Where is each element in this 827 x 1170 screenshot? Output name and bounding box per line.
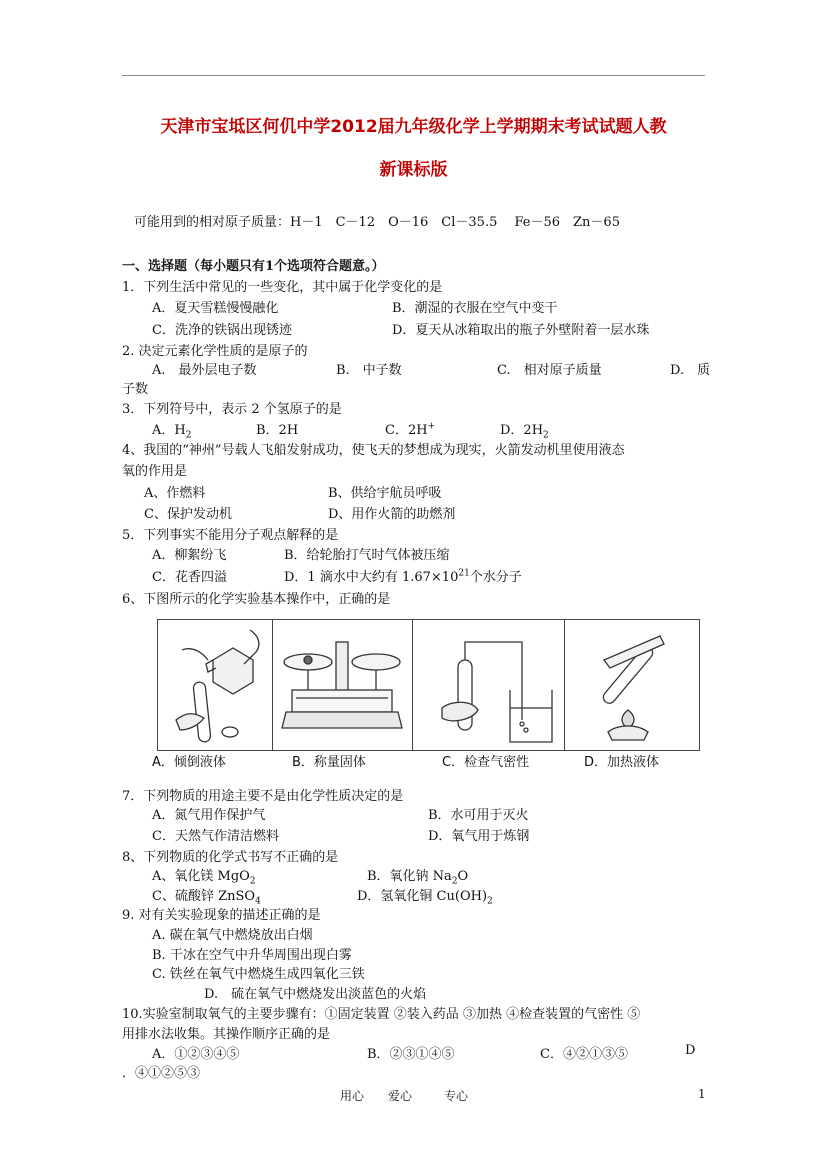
q4-stem-continued: 氧的作用是 bbox=[122, 464, 188, 479]
q7-stem: 7．下列物质的用途主要不是由化学性质决定的是 bbox=[122, 789, 404, 804]
q6-figure bbox=[152, 619, 700, 770]
q2-option-c: C. 相对原子质量 bbox=[497, 363, 602, 378]
doc-title-line2: 新课标版 bbox=[379, 160, 448, 180]
q4-stem: 4、我国的“神州”号载人飞船发射成功，使飞天的梦想成为现实，火箭发动机里使用液态 bbox=[122, 443, 625, 458]
header-rule bbox=[122, 75, 705, 76]
panel-c-checking-airtightness bbox=[412, 620, 565, 770]
footer-left: 用心 bbox=[340, 1089, 365, 1103]
q1-option-b: B．潮湿的衣服在空气中变干 bbox=[392, 301, 558, 316]
q4-option-a: A、作燃料 bbox=[144, 486, 206, 501]
section-heading: 一、选择题（每小题只有1个选项符合题意。） bbox=[122, 259, 385, 274]
q8-option-a: A、氧化镁 MgO$_2$ bbox=[152, 869, 256, 887]
q3-option-c: C．2H+ bbox=[385, 421, 436, 438]
q9-option-a: A. 碳在氧气中燃烧放出白烟 bbox=[152, 928, 313, 943]
q8-option-b: B．氧化钠 $Na_2O$ bbox=[367, 869, 469, 887]
q10-stem: 10.实验室制取氧气的主要步骤有：①固定装置 ②装入药品 ③加热 ④检查装置的气密性 ⑤ bbox=[122, 1007, 641, 1022]
q10-stem-continued: 用排水法收集。其操作顺序正确的是 bbox=[122, 1027, 331, 1042]
q6-stem: 6、下图所示的化学实验基本操作中，正确的是 bbox=[122, 592, 391, 607]
q2-option-b: B. 中子数 bbox=[336, 363, 402, 378]
q7-option-b: B．水可用于灭火 bbox=[428, 808, 529, 823]
q3-stem: 3．下列符号中，表示 2 个氢原子的是 bbox=[122, 402, 342, 417]
q8-stem: 8、下列物质的化学式书写不正确的是 bbox=[122, 850, 339, 865]
panel-a-pouring-liquid bbox=[152, 620, 273, 770]
q1-stem: 1．下列生活中常见的一些变化，其中属于化学变化的是 bbox=[122, 280, 443, 295]
footer-middle: 爱心 bbox=[388, 1089, 413, 1103]
q3-option-d: D．$2H_2$ bbox=[500, 423, 549, 441]
q7-option-a: A．氮气用作保护气 bbox=[152, 808, 266, 823]
caption-b: B．称量固体 bbox=[292, 755, 366, 770]
q3-option-b: B．2H bbox=[256, 423, 299, 438]
q7-option-c: C．天然气作清洁燃料 bbox=[152, 829, 279, 844]
q2-stem: 2. 决定元素化学性质的是原子的 bbox=[122, 344, 308, 359]
q10-option-b: B．②③①④⑤ bbox=[367, 1047, 455, 1062]
caption-d: D．加热液体 bbox=[584, 755, 660, 770]
q7-option-d: D．氧气用于炼钢 bbox=[428, 829, 530, 844]
q2-option-a: A. 最外层电子数 bbox=[152, 363, 257, 378]
q1-option-c: C．洗净的铁锅出现锈迹 bbox=[152, 323, 292, 338]
page-number: 1 bbox=[698, 1087, 706, 1101]
q5-option-a: A．柳絮纷飞 bbox=[152, 548, 227, 563]
q10-option-d-continued: ．④①②⑤③ bbox=[122, 1066, 201, 1081]
q9-option-d: D. 硫在氧气中燃烧发出淡蓝色的火焰 bbox=[204, 987, 427, 1002]
balance-illustration bbox=[272, 620, 412, 750]
q5-option-c: C．花香四溢 bbox=[152, 570, 227, 585]
pouring-liquid-illustration bbox=[158, 620, 272, 750]
q5-option-d: D．1 滴水中大约有 $1.67\times 10^{21}$个水分子 bbox=[284, 568, 522, 585]
panel-b-weighing-solid bbox=[272, 620, 413, 770]
caption-a: A．倾倒液体 bbox=[152, 755, 226, 770]
q4-option-b: B、供给宇航员呼吸 bbox=[328, 486, 442, 501]
heating-liquid-illustration bbox=[564, 620, 699, 750]
q2-option-d: D. 质 bbox=[670, 363, 711, 378]
atomic-mass-note: 可能用到的相对原子质量：H－1 C－12 O－16 Cl－35.5 Fe－56 Zn－65 bbox=[134, 215, 620, 230]
q5-option-b: B．给轮胎打气时气体被压缩 bbox=[284, 548, 450, 563]
q1-option-d: D．夏天从冰箱取出的瓶子外壁附着一层水珠 bbox=[392, 323, 650, 338]
q9-option-c: C. 铁丝在氧气中燃烧生成四氧化三铁 bbox=[152, 967, 365, 982]
airtightness-illustration bbox=[412, 620, 564, 750]
q1-option-a: A．夏天雪糕慢慢融化 bbox=[152, 301, 279, 316]
q9-stem: 9. 对有关实验现象的描述正确的是 bbox=[122, 908, 321, 923]
q8-option-c: C、硫酸锌 ZnSO$_4$ bbox=[152, 889, 261, 907]
q2-option-d-continued: 子数 bbox=[122, 382, 149, 397]
doc-title-line1: 天津市宝坻区何仉中学2012届九年级化学上学期期末考试试题人教 bbox=[160, 117, 667, 137]
q4-option-d: D、用作火箭的助燃剂 bbox=[328, 507, 456, 522]
q10-option-a: A．①②③④⑤ bbox=[152, 1047, 240, 1062]
caption-c: C．检查气密性 bbox=[442, 755, 530, 770]
q10-option-d: D bbox=[685, 1043, 696, 1058]
footer-right: 专心 bbox=[444, 1089, 469, 1103]
q9-option-b: B. 干冰在空气中升华周围出现白雾 bbox=[152, 948, 352, 963]
q5-stem: 5．下列事实不能用分子观点解释的是 bbox=[122, 528, 339, 543]
q3-option-a: A．$H_2$ bbox=[152, 423, 192, 441]
q8-option-d: D．氢氧化铜 $Cu(OH)_2$ bbox=[357, 889, 493, 907]
q10-option-c: C．④②①③⑤ bbox=[540, 1047, 628, 1062]
panel-d-heating-liquid bbox=[564, 620, 699, 770]
q4-option-c: C、保护发动机 bbox=[144, 507, 232, 522]
